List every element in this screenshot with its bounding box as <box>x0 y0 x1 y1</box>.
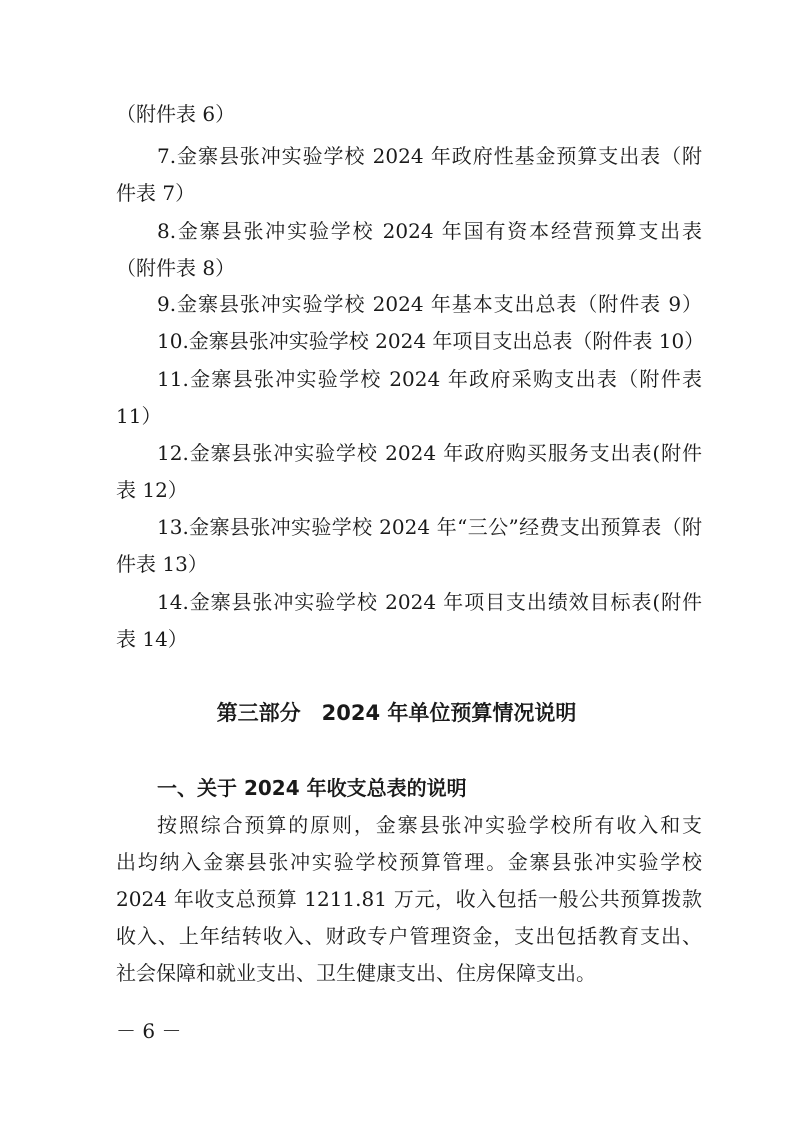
list-item-6-line-2: （附件表 6） <box>116 102 236 126</box>
paragraph-line-2: 出均纳入金寨县张冲实验学校预算管理。金寨县张冲实验学校 <box>116 850 702 874</box>
list-item-11-line-2: 11） <box>116 404 162 428</box>
list-item-14-line-1: 14.金寨县张冲实验学校 2024 年项目支出绩效目标表(附件 <box>157 590 702 614</box>
list-item-8-line-2: （附件表 8） <box>116 256 236 280</box>
list-item-7-line-2: 件表 7） <box>116 181 196 205</box>
paragraph-line-4: 收入、上年结转收入、财政专户管理资金，支出包括教育支出、 <box>116 924 702 948</box>
paragraph-line-3: 2024 年收支总预算 1211.81 万元，收入包括一般公共预算拨款 <box>116 887 702 911</box>
paragraph-line-1: 按照综合预算的原则，金寨县张冲实验学校所有收入和支 <box>157 813 702 837</box>
page-number: － 6 － <box>116 1019 182 1043</box>
list-item-12-line-2: 表 12） <box>116 478 188 502</box>
subsection-title: 一、关于 2024 年收支总表的说明 <box>157 776 467 800</box>
list-item-9: 9.金寨县张冲实验学校 2024 年基本支出总表（附件表 9） <box>157 292 702 316</box>
list-item-12-line-1: 12.金寨县张冲实验学校 2024 年政府购买服务支出表(附件 <box>157 441 702 465</box>
section-title: 第三部分 2024 年单位预算情况说明 <box>216 701 577 725</box>
list-item-14-line-2: 表 14） <box>116 627 188 651</box>
paragraph-line-5: 社会保障和就业支出、卫生健康支出、住房保障支出。 <box>116 961 596 985</box>
list-item-13-line-1: 13.金寨县张冲实验学校 2024 年“三公”经费支出预算表（附 <box>157 515 702 539</box>
list-item-13-line-2: 件表 13） <box>116 552 208 576</box>
list-item-11-line-1: 11.金寨县张冲实验学校 2024 年政府采购支出表（附件表 <box>157 367 702 391</box>
list-item-7-line-1: 7.金寨县张冲实验学校 2024 年政府性基金预算支出表（附 <box>157 144 702 168</box>
list-item-10: 10.金寨县张冲实验学校 2024 年项目支出总表（附件表 10） <box>157 329 705 353</box>
list-item-8-line-1: 8.金寨县张冲实验学校 2024 年国有资本经营预算支出表 <box>157 219 702 243</box>
